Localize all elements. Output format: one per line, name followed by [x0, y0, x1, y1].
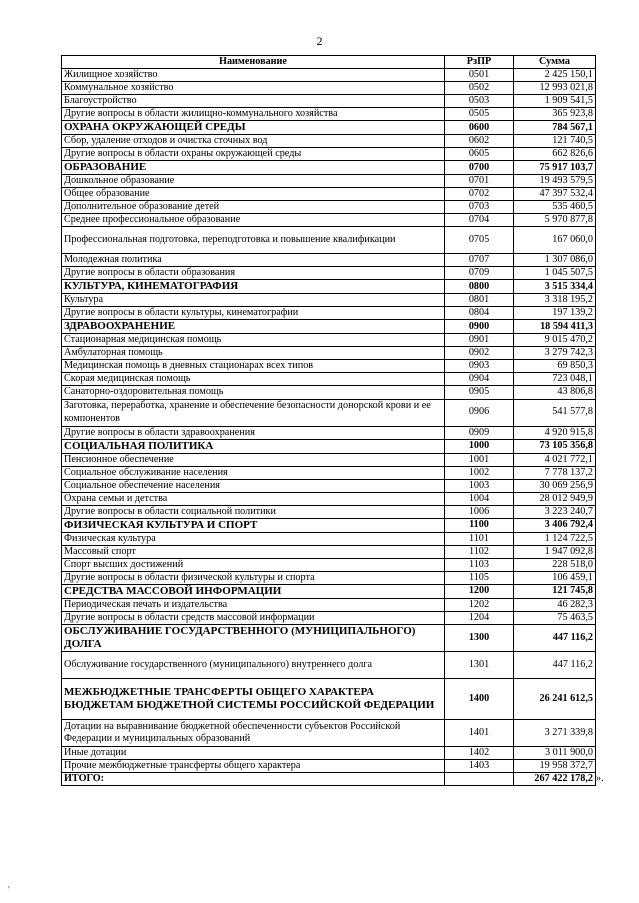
- header-code: РзПР: [445, 56, 514, 69]
- row-code: 1105: [445, 571, 514, 584]
- row-name: Спорт высших достижений: [62, 558, 445, 571]
- total-sum: 267 422 178,2: [534, 772, 593, 784]
- row-code: 0602: [445, 135, 514, 148]
- row-sum: 4 021 772,1: [514, 453, 596, 466]
- table-row: [62, 598, 596, 611]
- row-sum: 3 318 195,2: [514, 294, 596, 307]
- row-sum: 447 116,2: [514, 624, 596, 651]
- row-sum: 1 307 086,0: [514, 254, 596, 267]
- table-row: [62, 759, 596, 772]
- row-code: 1402: [445, 746, 514, 759]
- row-code: 1401: [445, 719, 514, 746]
- row-sum: 28 012 949,9: [514, 492, 596, 505]
- row-name: Периодическая печать и издательства: [62, 598, 445, 611]
- row-sum: 3 406 792,4: [514, 518, 596, 532]
- table-row: [62, 175, 596, 188]
- table-row: [62, 307, 596, 320]
- row-sum: 18 594 411,3: [514, 320, 596, 334]
- table-row: [62, 611, 596, 624]
- table-row: [62, 466, 596, 479]
- table-row: [62, 453, 596, 466]
- row-name: ЗДРАВООХРАНЕНИЕ: [62, 320, 445, 334]
- row-code: 1001: [445, 453, 514, 466]
- row-name: ОБСЛУЖИВАНИЕ ГОСУДАРСТВЕННОГО (МУНИЦИПАЛЬНОГО) ДОЛГА: [62, 624, 445, 651]
- row-name: Дошкольное образование: [62, 175, 445, 188]
- row-code: 1000: [445, 439, 514, 453]
- row-name: ОБРАЗОВАНИЕ: [62, 161, 445, 175]
- row-name: Дополнительное образование детей: [62, 201, 445, 214]
- row-sum: 46 282,3: [514, 598, 596, 611]
- closing-quote: ».: [596, 772, 604, 784]
- table-row: [62, 360, 596, 373]
- row-name: Коммунальное хозяйство: [62, 82, 445, 95]
- row-sum: 1 045 507,5: [514, 267, 596, 280]
- row-name: Санаторно-оздоровительная помощь: [62, 386, 445, 399]
- row-name: Общее образование: [62, 188, 445, 201]
- table-row: [62, 651, 596, 678]
- section-row: [62, 624, 596, 651]
- row-sum: 30 069 256,9: [514, 479, 596, 492]
- row-name: Другие вопросы в области средств массовой информации: [62, 611, 445, 624]
- row-code: 1101: [445, 532, 514, 545]
- row-sum: 19 958 372,7: [514, 759, 596, 772]
- row-code: 0502: [445, 82, 514, 95]
- row-name: Сбор, удаление отходов и очистка сточных вод: [62, 135, 445, 148]
- total-code: [445, 772, 514, 785]
- section-row: [62, 584, 596, 598]
- row-name: МЕЖБЮДЖЕТНЫЕ ТРАНСФЕРТЫ ОБЩЕГО ХАРАКТЕРА БЮДЖЕТАМ БЮДЖЕТНОЙ СИСТЕМЫ РОССИЙСКОЙ ФЕДЕРАЦИИ: [62, 678, 445, 719]
- row-name: Физическая культура: [62, 532, 445, 545]
- table-row: [62, 254, 596, 267]
- row-code: 1103: [445, 558, 514, 571]
- row-name: Другие вопросы в области культуры, кинематографии: [62, 307, 445, 320]
- row-name: Прочие межбюджетные трансферты общего характера: [62, 759, 445, 772]
- row-sum: 3 271 339,8: [514, 719, 596, 746]
- row-code: 0600: [445, 121, 514, 135]
- row-name: Обслуживание государственного (муниципального) внутреннего долга: [62, 651, 445, 678]
- section-row: [62, 518, 596, 532]
- row-sum: 3 515 334,4: [514, 280, 596, 294]
- table-row: [62, 135, 596, 148]
- table-row: [62, 426, 596, 439]
- row-code: 0709: [445, 267, 514, 280]
- row-code: 1400: [445, 678, 514, 719]
- row-code: 0701: [445, 175, 514, 188]
- row-code: 1102: [445, 545, 514, 558]
- row-name: Массовый спорт: [62, 545, 445, 558]
- row-sum: 1 909 541,5: [514, 95, 596, 108]
- row-name: Профессиональная подготовка, переподготовка и повышение квалификации: [62, 227, 445, 254]
- row-name: Молодежная политика: [62, 254, 445, 267]
- row-sum: 197 139,2: [514, 307, 596, 320]
- row-name: Жилищное хозяйство: [62, 69, 445, 82]
- header-name: Наименование: [62, 56, 445, 69]
- row-sum: 106 459,1: [514, 571, 596, 584]
- row-sum: 662 826,6: [514, 148, 596, 161]
- row-code: 1202: [445, 598, 514, 611]
- row-sum: 2 425 150,1: [514, 69, 596, 82]
- table-row: [62, 294, 596, 307]
- total-sum-cell: [514, 772, 604, 785]
- row-sum: 19 493 579,5: [514, 175, 596, 188]
- table-row: [62, 532, 596, 545]
- row-code: 1301: [445, 651, 514, 678]
- row-sum: 73 105 356,8: [514, 439, 596, 453]
- table-row: [62, 188, 596, 201]
- page-number: 2: [316, 34, 323, 48]
- table-row: [62, 719, 596, 746]
- row-sum: 47 397 532,4: [514, 188, 596, 201]
- scan-mark: ': [8, 885, 10, 896]
- row-sum: 541 577,8: [514, 399, 596, 426]
- row-name: Медицинская помощь в дневных стационарах всех типов: [62, 360, 445, 373]
- row-sum: 43 806,8: [514, 386, 596, 399]
- table-row: [62, 227, 596, 254]
- row-sum: 1 124 722,5: [514, 532, 596, 545]
- section-row: [62, 161, 596, 175]
- row-name: Культура: [62, 294, 445, 307]
- row-code: 0800: [445, 280, 514, 294]
- row-name: Охрана семьи и детства: [62, 492, 445, 505]
- row-code: 0801: [445, 294, 514, 307]
- row-code: 0702: [445, 188, 514, 201]
- row-code: 0904: [445, 373, 514, 386]
- row-sum: 121 745,8: [514, 584, 596, 598]
- table-row: [62, 558, 596, 571]
- table-row: [62, 148, 596, 161]
- row-name: Другие вопросы в области социальной политики: [62, 505, 445, 518]
- row-sum: 535 460,5: [514, 201, 596, 214]
- row-name: Дотации на выравнивание бюджетной обеспеченности субъектов Российской Федерации и муниципальных образований: [62, 719, 445, 746]
- row-name: Скорая медицинская помощь: [62, 373, 445, 386]
- row-name: Пенсионное обеспечение: [62, 453, 445, 466]
- row-code: 0705: [445, 227, 514, 254]
- row-name: Другие вопросы в области образования: [62, 267, 445, 280]
- row-code: 0503: [445, 95, 514, 108]
- row-name: ФИЗИЧЕСКАЯ КУЛЬТУРА И СПОРТ: [62, 518, 445, 532]
- row-sum: 75 917 103,7: [514, 161, 596, 175]
- row-name: Другие вопросы в области жилищно-коммунального хозяйства: [62, 108, 445, 121]
- row-code: 0902: [445, 347, 514, 360]
- row-name: Другие вопросы в области охраны окружающей среды: [62, 148, 445, 161]
- row-code: 1200: [445, 584, 514, 598]
- row-code: 0905: [445, 386, 514, 399]
- section-row: [62, 280, 596, 294]
- row-code: 0903: [445, 360, 514, 373]
- table-row: [62, 479, 596, 492]
- table-row: [62, 95, 596, 108]
- row-name: Амбулаторная помощь: [62, 347, 445, 360]
- table-row: [62, 69, 596, 82]
- header-sum: Сумма: [514, 56, 596, 69]
- row-sum: 3 279 742,3: [514, 347, 596, 360]
- section-row: [62, 121, 596, 135]
- row-code: 0909: [445, 426, 514, 439]
- row-code: 0501: [445, 69, 514, 82]
- table-row: [62, 545, 596, 558]
- row-sum: 784 567,1: [514, 121, 596, 135]
- table-row: [62, 571, 596, 584]
- row-code: 0700: [445, 161, 514, 175]
- row-code: 0900: [445, 320, 514, 334]
- row-code: 1002: [445, 466, 514, 479]
- row-name: Среднее профессиональное образование: [62, 214, 445, 227]
- row-name: Социальное обслуживание населения: [62, 466, 445, 479]
- row-sum: 447 116,2: [514, 651, 596, 678]
- row-code: 1403: [445, 759, 514, 772]
- row-code: 0906: [445, 399, 514, 426]
- table-row: [62, 267, 596, 280]
- row-code: 0505: [445, 108, 514, 121]
- row-name: Другие вопросы в области здравоохранения: [62, 426, 445, 439]
- row-name: Социальное обеспечение населения: [62, 479, 445, 492]
- row-sum: 5 970 877,8: [514, 214, 596, 227]
- row-sum: 723 048,1: [514, 373, 596, 386]
- table-row: [62, 214, 596, 227]
- table-row: [62, 373, 596, 386]
- row-code: 1006: [445, 505, 514, 518]
- row-sum: 365 923,8: [514, 108, 596, 121]
- row-sum: 9 015 470,2: [514, 334, 596, 347]
- table-row: [62, 492, 596, 505]
- row-code: 1004: [445, 492, 514, 505]
- row-sum: 121 740,5: [514, 135, 596, 148]
- row-name: Стационарная медицинская помощь: [62, 334, 445, 347]
- row-code: 0704: [445, 214, 514, 227]
- row-code: 0804: [445, 307, 514, 320]
- total-label: ИТОГО:: [62, 772, 445, 785]
- row-name: СРЕДСТВА МАССОВОЙ ИНФОРМАЦИИ: [62, 584, 445, 598]
- row-sum: 3 011 900,0: [514, 746, 596, 759]
- table-row: [62, 746, 596, 759]
- row-sum: 12 993 021,8: [514, 82, 596, 95]
- table-row: [62, 347, 596, 360]
- row-sum: 3 223 240,7: [514, 505, 596, 518]
- row-name: СОЦИАЛЬНАЯ ПОЛИТИКА: [62, 439, 445, 453]
- row-code: 1100: [445, 518, 514, 532]
- section-row: [62, 320, 596, 334]
- row-code: 0605: [445, 148, 514, 161]
- table-header-row: [62, 56, 596, 69]
- row-sum: 228 518,0: [514, 558, 596, 571]
- row-sum: 69 850,3: [514, 360, 596, 373]
- row-code: 0703: [445, 201, 514, 214]
- row-name: Заготовка, переработка, хранение и обеспечение безопасности донорской крови и ее компонентов: [62, 399, 445, 426]
- table-row: [62, 386, 596, 399]
- total-row: [62, 772, 596, 785]
- row-sum: 26 241 612,5: [514, 678, 596, 719]
- table-row: [62, 399, 596, 426]
- row-sum: 1 947 092,8: [514, 545, 596, 558]
- table-row: [62, 201, 596, 214]
- row-sum: 75 463,5: [514, 611, 596, 624]
- row-code: 1204: [445, 611, 514, 624]
- budget-table: [61, 55, 604, 786]
- row-code: 1300: [445, 624, 514, 651]
- row-name: ОХРАНА ОКРУЖАЮЩЕЙ СРЕДЫ: [62, 121, 445, 135]
- row-name: Иные дотации: [62, 746, 445, 759]
- row-code: 1003: [445, 479, 514, 492]
- row-name: Благоустройство: [62, 95, 445, 108]
- row-name: Другие вопросы в области физической культуры и спорта: [62, 571, 445, 584]
- row-code: 0901: [445, 334, 514, 347]
- row-sum: 167 060,0: [514, 227, 596, 254]
- row-code: 0707: [445, 254, 514, 267]
- row-sum: 4 920 915,8: [514, 426, 596, 439]
- table-row: [62, 82, 596, 95]
- section-row: [62, 439, 596, 453]
- table-row: [62, 505, 596, 518]
- table-row: [62, 108, 596, 121]
- table-row: [62, 334, 596, 347]
- row-sum: 7 778 137,2: [514, 466, 596, 479]
- row-name: КУЛЬТУРА, КИНЕМАТОГРАФИЯ: [62, 280, 445, 294]
- table-body: [62, 69, 596, 773]
- section-row: [62, 678, 596, 719]
